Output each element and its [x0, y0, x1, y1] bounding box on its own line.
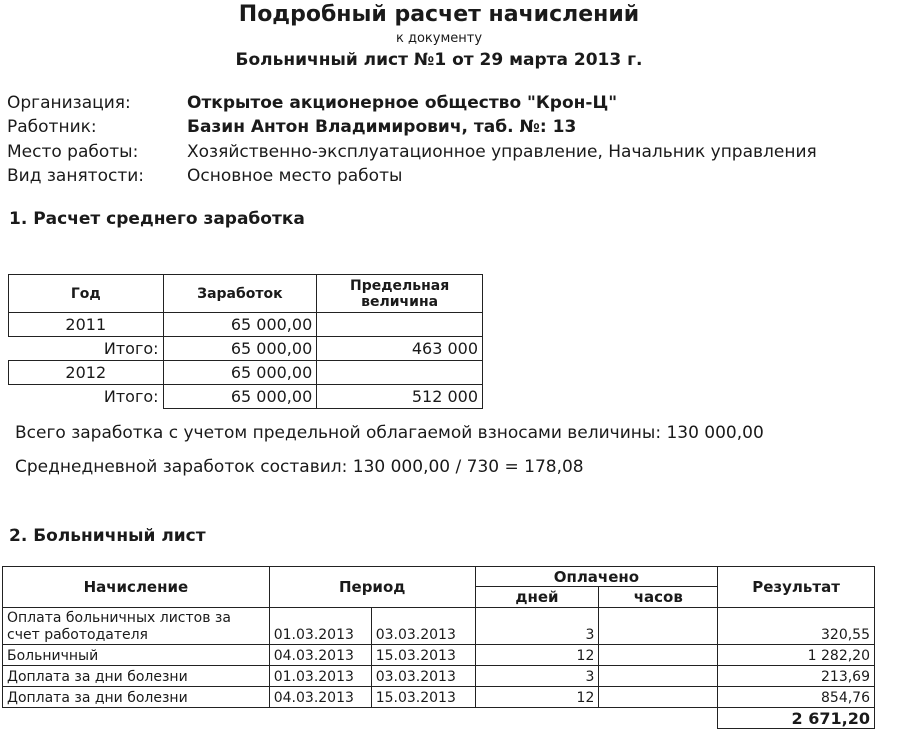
period-from-cell: 01.03.2013 [269, 666, 371, 687]
table-row [3, 687, 875, 708]
result-cell: 854,76 [718, 687, 875, 708]
sick-leave-table [2, 566, 875, 729]
days-cell: 3 [475, 666, 599, 687]
hours-cell [599, 645, 718, 666]
days-header: дней [475, 587, 599, 608]
limit-cell [317, 361, 483, 385]
accrual-cell: Доплата за дни болезни [3, 666, 270, 687]
year-cell: 2012 [9, 361, 164, 385]
average-earnings-table [8, 274, 483, 409]
days-cell: 12 [475, 687, 599, 708]
document-reference: Больничный лист №1 от 29 марта 2013 г. [235, 50, 643, 70]
days-cell: 12 [475, 645, 599, 666]
accrual-header: Начисление [3, 567, 270, 608]
employment-type-label: Вид занятости: [7, 166, 144, 186]
period-from-cell: 04.03.2013 [269, 687, 371, 708]
table-row [9, 337, 483, 361]
hours-cell [599, 687, 718, 708]
total-earnings-summary: Всего заработка с учетом предельной облагаемой взносами величины: 130 000,00 [15, 423, 764, 443]
period-to-cell: 15.03.2013 [371, 687, 475, 708]
table-row [3, 666, 875, 687]
accrual-cell: Больничный [3, 645, 270, 666]
limit-header: Предельная величина [317, 275, 483, 313]
hours-cell [599, 608, 718, 645]
period-to-cell: 03.03.2013 [371, 608, 475, 645]
employee-value: Базин Антон Владимирович, таб. №: 13 [187, 117, 577, 137]
accrual-cell: Оплата больничных листов за счет работодателя [3, 608, 270, 645]
table-row [3, 645, 875, 666]
grand-total-cell: 2 671,20 [718, 708, 875, 729]
section2-title: 2. Больничный лист [9, 526, 206, 546]
period-to-cell: 03.03.2013 [371, 666, 475, 687]
result-cell: 320,55 [718, 608, 875, 645]
hours-cell [599, 666, 718, 687]
accrual-cell: Доплата за дни болезни [3, 687, 270, 708]
workplace-value: Хозяйственно-эксплуатационное управление, Начальник управления [187, 142, 817, 162]
table-row [9, 385, 483, 409]
result-cell: 1 282,20 [718, 645, 875, 666]
employee-label: Работник: [7, 117, 97, 137]
report-subtitle: к документу [395, 31, 483, 46]
workplace-label: Место работы: [7, 142, 139, 162]
paid-header: Оплачено [475, 567, 718, 587]
average-daily-summary: Среднедневной заработок составил: 130 000,00 / 730 = 178,08 [15, 457, 584, 477]
earnings-cell: 65 000,00 [163, 385, 317, 409]
limit-cell: 512 000 [317, 385, 483, 409]
limit-cell [317, 313, 483, 337]
earnings-cell: 65 000,00 [163, 313, 317, 337]
earnings-cell: 65 000,00 [163, 361, 317, 385]
year-cell: 2011 [9, 313, 164, 337]
table-row [9, 361, 483, 385]
section1-title: 1. Расчет среднего заработка [9, 209, 305, 229]
organization-label: Организация: [7, 93, 131, 113]
report-title: Подробный расчет начислений [238, 2, 640, 27]
total-row [3, 708, 875, 729]
table-row [9, 313, 483, 337]
earnings-cell: 65 000,00 [163, 337, 317, 361]
period-header: Период [269, 567, 475, 608]
employment-type-value: Основное место работы [187, 166, 403, 186]
total-label: Итого: [103, 339, 159, 358]
year-header: Год [9, 275, 164, 313]
organization-value: Открытое акционерное общество "Крон-Ц" [187, 93, 618, 113]
period-to-cell: 15.03.2013 [371, 645, 475, 666]
result-cell: 213,69 [718, 666, 875, 687]
earnings-header: Заработок [163, 275, 317, 313]
limit-cell: 463 000 [317, 337, 483, 361]
hours-header: часов [599, 587, 718, 608]
table-row [3, 608, 875, 645]
total-label: Итого: [103, 387, 159, 407]
period-from-cell: 04.03.2013 [269, 645, 371, 666]
days-cell: 3 [475, 608, 599, 645]
result-header: Результат [718, 567, 875, 608]
period-from-cell: 01.03.2013 [269, 608, 371, 645]
